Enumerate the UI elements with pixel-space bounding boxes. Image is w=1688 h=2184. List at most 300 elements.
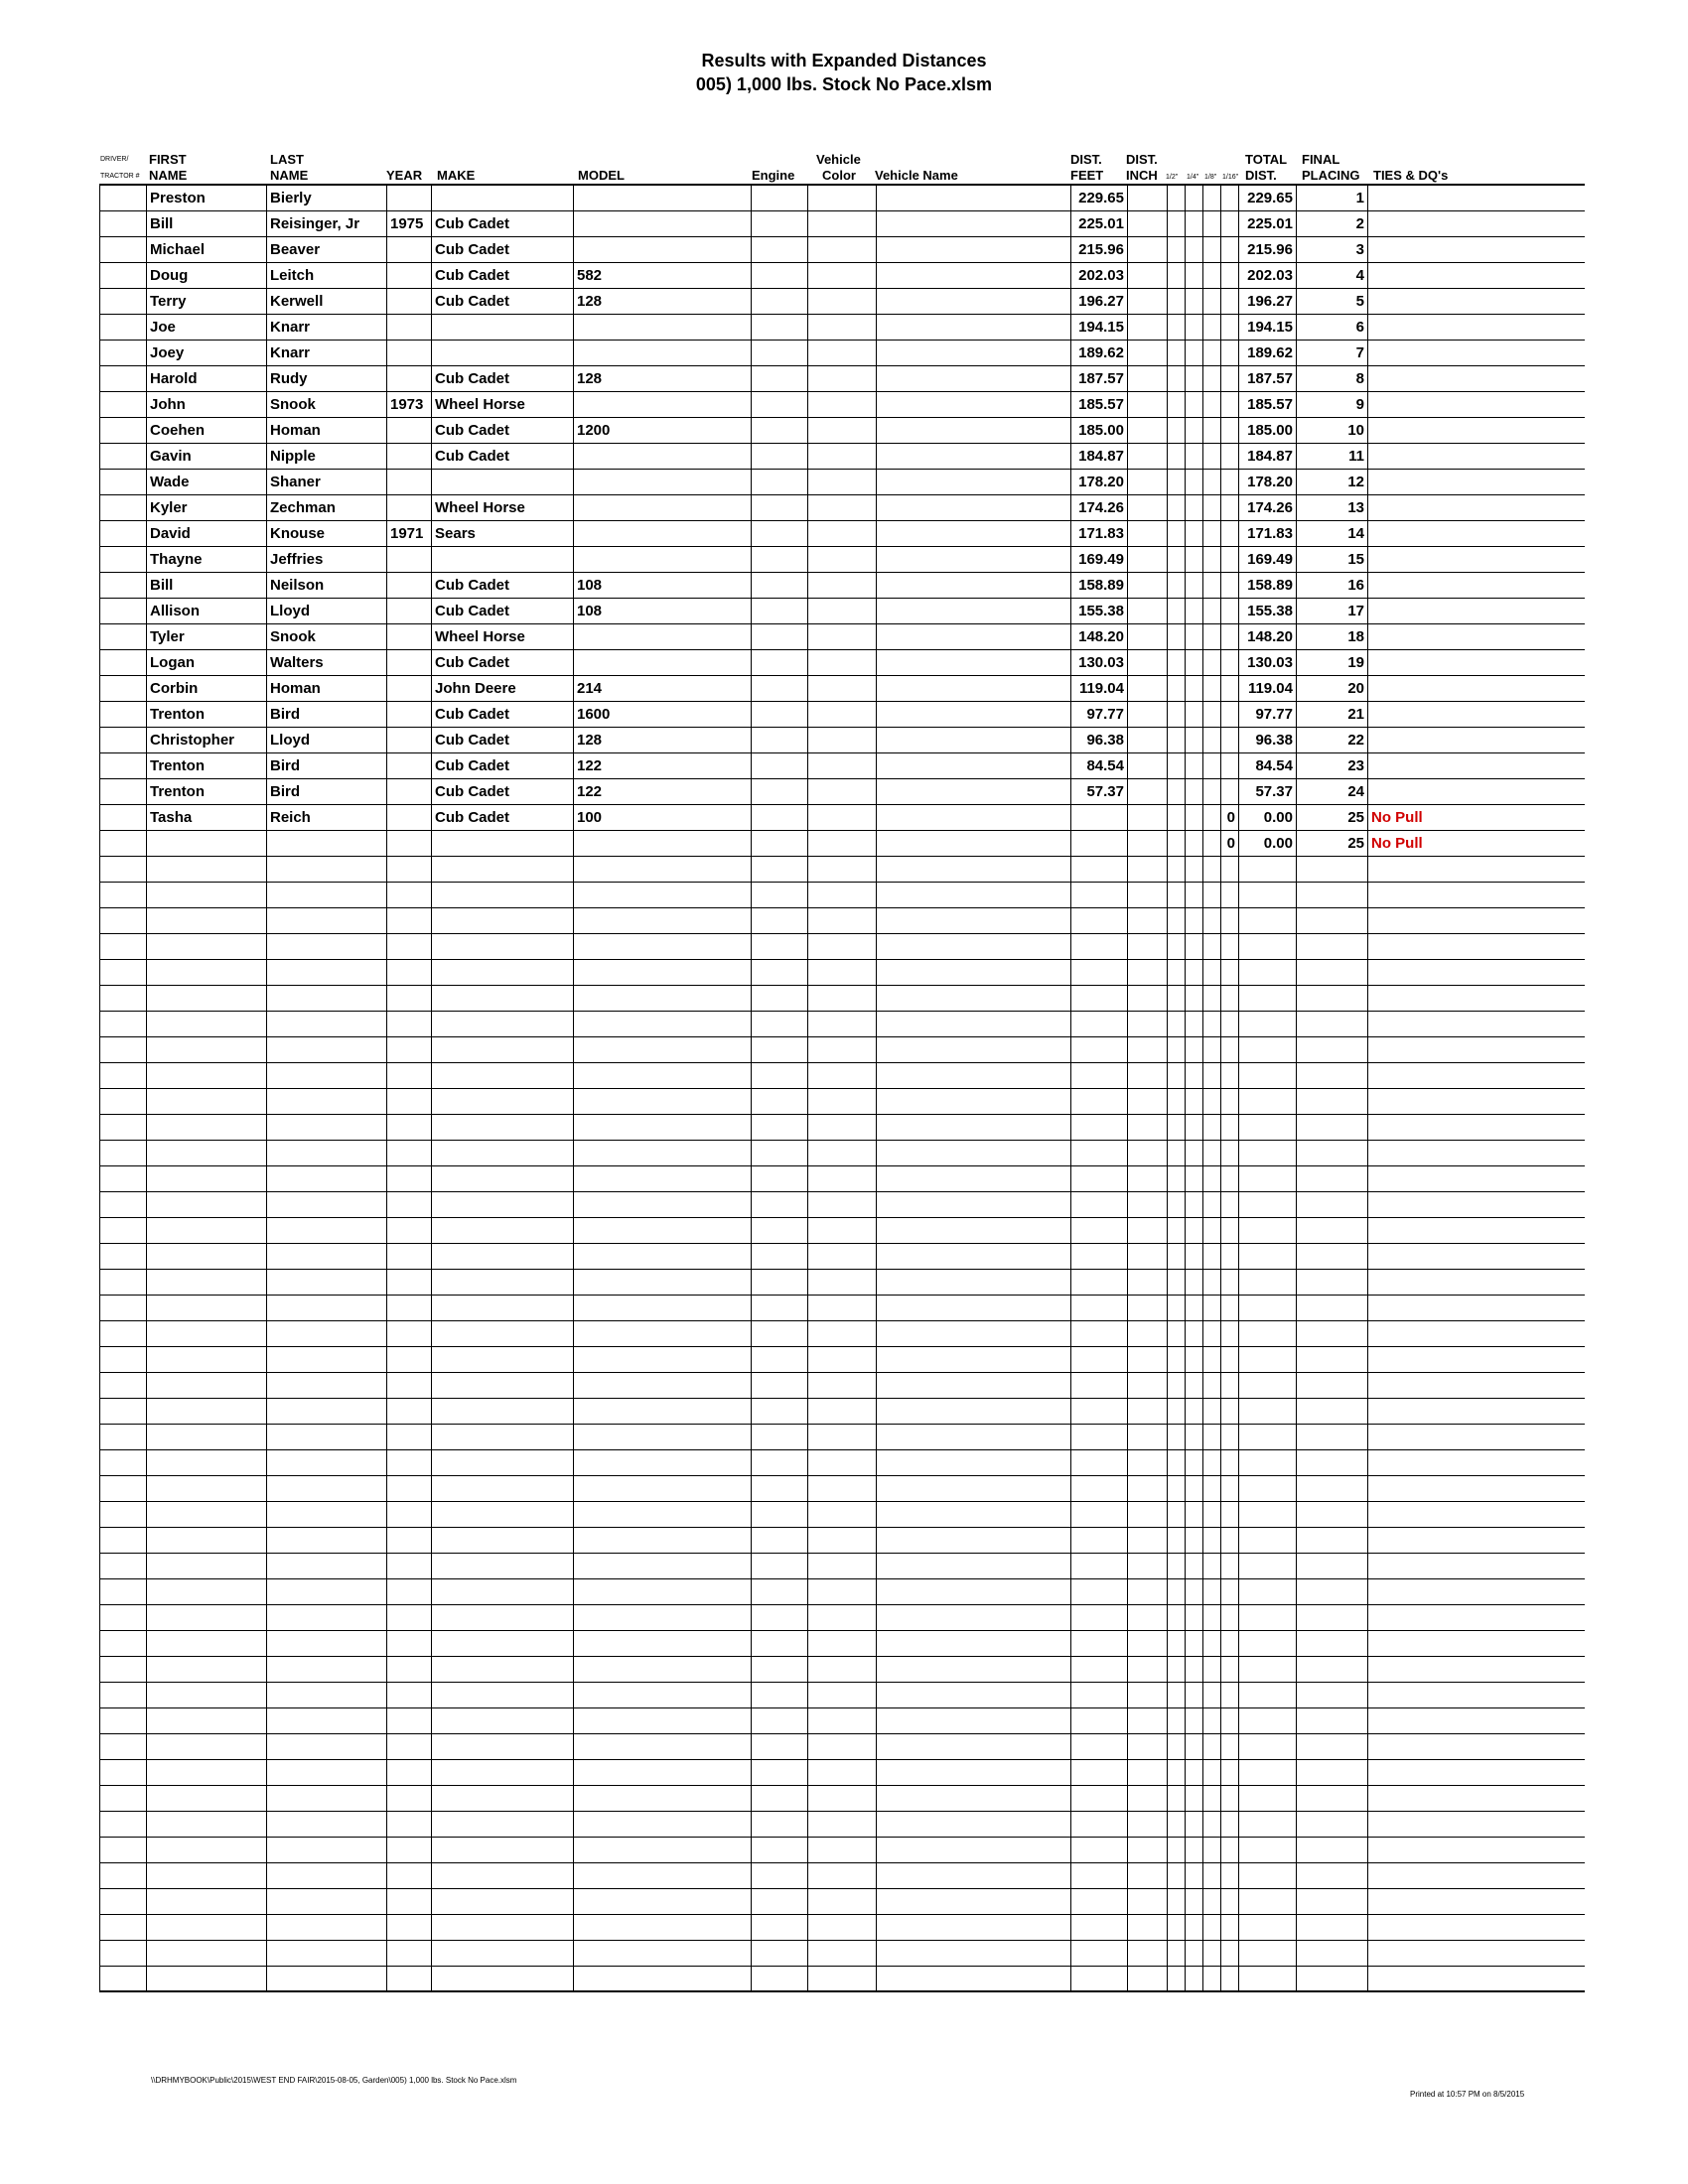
header-frac-quarter: 1/4": [1187, 174, 1199, 181]
year-cell: [387, 1501, 432, 1527]
header-engine: Engine: [752, 168, 795, 183]
driver-tractor-cell: [100, 1036, 147, 1062]
total-dist-cell: 174.26: [1239, 494, 1297, 520]
ties-dqs-cell: [1368, 340, 1585, 365]
final-placing-cell: 19: [1297, 649, 1368, 675]
frac-quarter-cell: [1186, 1707, 1203, 1733]
frac-quarter-cell: [1186, 288, 1203, 314]
first-name-cell: Logan: [147, 649, 267, 675]
results-table: [99, 184, 1585, 1992]
year-cell: [387, 1682, 432, 1707]
frac-half-cell: [1168, 701, 1186, 727]
engine-cell: [752, 1269, 808, 1295]
vehicle-name-cell: [877, 314, 1071, 340]
make-cell: [432, 1475, 574, 1501]
total-dist-cell: [1239, 1449, 1297, 1475]
frac-eighth-cell: [1203, 933, 1221, 959]
final-placing-cell: 2: [1297, 210, 1368, 236]
engine-cell: [752, 649, 808, 675]
model-cell: [574, 391, 752, 417]
total-dist-cell: 0.00: [1239, 804, 1297, 830]
last-name-cell: [267, 1140, 387, 1165]
ties-dqs-cell: [1368, 1114, 1585, 1140]
driver-tractor-cell: [100, 701, 147, 727]
last-name-cell: Walters: [267, 649, 387, 675]
frac-sixteenth-cell: [1221, 1243, 1239, 1269]
frac-half-cell: [1168, 727, 1186, 752]
total-dist-cell: [1239, 1630, 1297, 1656]
driver-tractor-cell: [100, 1914, 147, 1940]
table-row: [100, 288, 1585, 314]
frac-half-cell: [1168, 1295, 1186, 1320]
last-name-cell: [267, 1449, 387, 1475]
frac-sixteenth-cell: [1221, 856, 1239, 882]
table-row: [100, 1527, 1585, 1553]
engine-cell: [752, 1243, 808, 1269]
ties-dqs-cell: [1368, 778, 1585, 804]
dist-feet-cell: [1071, 1475, 1128, 1501]
model-cell: [574, 623, 752, 649]
dist-inch-cell: [1128, 1604, 1168, 1630]
vehicle-name-cell: [877, 1295, 1071, 1320]
frac-quarter-cell: [1186, 185, 1203, 210]
vehicle-name-cell: [877, 1320, 1071, 1346]
vehicle-color-cell: [808, 727, 877, 752]
frac-eighth-cell: [1203, 830, 1221, 856]
make-cell: [432, 1578, 574, 1604]
dist-inch-cell: [1128, 1036, 1168, 1062]
dist-feet-cell: [1071, 1553, 1128, 1578]
vehicle-color-cell: [808, 1062, 877, 1088]
total-dist-cell: 185.57: [1239, 391, 1297, 417]
frac-half-cell: [1168, 623, 1186, 649]
final-placing-cell: [1297, 1398, 1368, 1424]
frac-quarter-cell: [1186, 1114, 1203, 1140]
driver-tractor-cell: [100, 1682, 147, 1707]
engine-cell: [752, 236, 808, 262]
total-dist-cell: [1239, 1914, 1297, 1940]
year-cell: [387, 236, 432, 262]
first-name-cell: [147, 1811, 267, 1837]
final-placing-cell: [1297, 1217, 1368, 1243]
driver-tractor-cell: [100, 1501, 147, 1527]
engine-cell: [752, 830, 808, 856]
dist-feet-cell: [1071, 959, 1128, 985]
driver-tractor-cell: [100, 288, 147, 314]
engine-cell: [752, 1966, 808, 1991]
model-cell: [574, 1398, 752, 1424]
table-row: [100, 1062, 1585, 1088]
frac-sixteenth-cell: [1221, 1759, 1239, 1785]
ties-dqs-cell: [1368, 1578, 1585, 1604]
first-name-cell: Kyler: [147, 494, 267, 520]
make-cell: Cub Cadet: [432, 778, 574, 804]
engine-cell: [752, 804, 808, 830]
frac-eighth-cell: [1203, 210, 1221, 236]
vehicle-name-cell: [877, 1036, 1071, 1062]
make-cell: Cub Cadet: [432, 443, 574, 469]
frac-sixteenth-cell: [1221, 1630, 1239, 1656]
dist-feet-cell: 96.38: [1071, 727, 1128, 752]
final-placing-cell: [1297, 1940, 1368, 1966]
engine-cell: [752, 1217, 808, 1243]
model-cell: 1200: [574, 417, 752, 443]
dist-feet-cell: 196.27: [1071, 288, 1128, 314]
frac-quarter-cell: [1186, 1578, 1203, 1604]
final-placing-cell: 25: [1297, 830, 1368, 856]
frac-eighth-cell: [1203, 1553, 1221, 1578]
year-cell: [387, 494, 432, 520]
last-name-cell: Homan: [267, 675, 387, 701]
dist-inch-cell: [1128, 1346, 1168, 1372]
year-cell: [387, 701, 432, 727]
last-name-cell: [267, 830, 387, 856]
dist-feet-cell: [1071, 1656, 1128, 1682]
vehicle-color-cell: [808, 288, 877, 314]
table-row: [100, 391, 1585, 417]
dist-feet-cell: [1071, 1011, 1128, 1036]
final-placing-cell: 25: [1297, 804, 1368, 830]
last-name-cell: Reich: [267, 804, 387, 830]
engine-cell: [752, 546, 808, 572]
frac-sixteenth-cell: [1221, 236, 1239, 262]
year-cell: [387, 1449, 432, 1475]
frac-sixteenth-cell: [1221, 959, 1239, 985]
total-dist-cell: [1239, 933, 1297, 959]
ties-dqs-cell: [1368, 1475, 1585, 1501]
table-row: [100, 1449, 1585, 1475]
ties-dqs-cell: [1368, 623, 1585, 649]
final-placing-cell: [1297, 985, 1368, 1011]
dist-feet-cell: [1071, 1733, 1128, 1759]
frac-eighth-cell: [1203, 546, 1221, 572]
table-row: [100, 778, 1585, 804]
frac-sixteenth-cell: [1221, 1295, 1239, 1320]
table-row: [100, 1578, 1585, 1604]
model-cell: [574, 1269, 752, 1295]
make-cell: [432, 1630, 574, 1656]
frac-quarter-cell: [1186, 1449, 1203, 1475]
driver-tractor-cell: [100, 391, 147, 417]
year-cell: [387, 262, 432, 288]
frac-half-cell: [1168, 1475, 1186, 1501]
dist-inch-cell: [1128, 1733, 1168, 1759]
frac-sixteenth-cell: [1221, 1269, 1239, 1295]
vehicle-name-cell: [877, 572, 1071, 598]
ties-dqs-cell: [1368, 1449, 1585, 1475]
vehicle-color-cell: [808, 1165, 877, 1191]
frac-half-cell: [1168, 1320, 1186, 1346]
dist-feet-cell: [1071, 1424, 1128, 1449]
ties-dqs-cell: [1368, 933, 1585, 959]
first-name-cell: Michael: [147, 236, 267, 262]
model-cell: 100: [574, 804, 752, 830]
total-dist-cell: 225.01: [1239, 210, 1297, 236]
engine-cell: [752, 1940, 808, 1966]
dist-feet-cell: 174.26: [1071, 494, 1128, 520]
frac-half-cell: [1168, 314, 1186, 340]
final-placing-cell: [1297, 1088, 1368, 1114]
ties-dqs-cell: [1368, 314, 1585, 340]
dist-feet-cell: [1071, 1966, 1128, 1991]
vehicle-name-cell: [877, 1630, 1071, 1656]
frac-quarter-cell: [1186, 675, 1203, 701]
frac-sixteenth-cell: [1221, 1733, 1239, 1759]
last-name-cell: Knarr: [267, 314, 387, 340]
total-dist-cell: [1239, 1888, 1297, 1914]
driver-tractor-cell: [100, 1862, 147, 1888]
vehicle-color-cell: [808, 1501, 877, 1527]
last-name-cell: [267, 1088, 387, 1114]
model-cell: [574, 1682, 752, 1707]
frac-eighth-cell: [1203, 1888, 1221, 1914]
total-dist-cell: [1239, 1785, 1297, 1811]
first-name-cell: [147, 1449, 267, 1475]
frac-eighth-cell: [1203, 417, 1221, 443]
final-placing-cell: [1297, 1114, 1368, 1140]
driver-tractor-cell: [100, 1372, 147, 1398]
table-row: [100, 185, 1585, 210]
frac-half-cell: [1168, 1759, 1186, 1785]
vehicle-name-cell: [877, 1785, 1071, 1811]
make-cell: Cub Cadet: [432, 210, 574, 236]
vehicle-name-cell: [877, 1243, 1071, 1269]
total-dist-cell: 148.20: [1239, 623, 1297, 649]
model-cell: [574, 1114, 752, 1140]
driver-tractor-cell: [100, 959, 147, 985]
vehicle-color-cell: [808, 598, 877, 623]
frac-eighth-cell: [1203, 1036, 1221, 1062]
model-cell: [574, 340, 752, 365]
vehicle-color-cell: [808, 933, 877, 959]
vehicle-color-cell: [808, 443, 877, 469]
engine-cell: [752, 856, 808, 882]
table-row: [100, 1888, 1585, 1914]
vehicle-name-cell: [877, 1449, 1071, 1475]
dist-feet-cell: [1071, 1862, 1128, 1888]
dist-inch-cell: [1128, 1114, 1168, 1140]
driver-tractor-cell: [100, 1707, 147, 1733]
ties-dqs-cell: [1368, 262, 1585, 288]
driver-tractor-cell: [100, 1966, 147, 1991]
model-cell: 128: [574, 727, 752, 752]
frac-half-cell: [1168, 1501, 1186, 1527]
vehicle-color-cell: [808, 1553, 877, 1578]
vehicle-name-cell: [877, 1424, 1071, 1449]
frac-quarter-cell: [1186, 882, 1203, 907]
vehicle-color-cell: [808, 1243, 877, 1269]
driver-tractor-cell: [100, 804, 147, 830]
model-cell: [574, 1785, 752, 1811]
last-name-cell: [267, 1346, 387, 1372]
first-name-cell: [147, 1837, 267, 1862]
table-row: [100, 1811, 1585, 1837]
dist-inch-cell: [1128, 1165, 1168, 1191]
driver-tractor-cell: [100, 1811, 147, 1837]
model-cell: [574, 907, 752, 933]
last-name-cell: Lloyd: [267, 598, 387, 623]
last-name-cell: Shaner: [267, 469, 387, 494]
vehicle-color-cell: [808, 1449, 877, 1475]
frac-sixteenth-cell: [1221, 1888, 1239, 1914]
engine-cell: [752, 1424, 808, 1449]
vehicle-name-cell: [877, 1837, 1071, 1862]
make-cell: Cub Cadet: [432, 804, 574, 830]
dist-feet-cell: [1071, 1372, 1128, 1398]
make-cell: [432, 1295, 574, 1320]
header-vehicle-name: Vehicle Name: [875, 168, 958, 183]
table-row: [100, 1217, 1585, 1243]
year-cell: [387, 288, 432, 314]
frac-eighth-cell: [1203, 1527, 1221, 1553]
dist-inch-cell: [1128, 1656, 1168, 1682]
final-placing-cell: [1297, 1604, 1368, 1630]
frac-half-cell: [1168, 598, 1186, 623]
dist-inch-cell: [1128, 1811, 1168, 1837]
first-name-cell: Coehen: [147, 417, 267, 443]
model-cell: [574, 1320, 752, 1346]
ties-dqs-cell: [1368, 1191, 1585, 1217]
frac-half-cell: [1168, 210, 1186, 236]
model-cell: [574, 469, 752, 494]
total-dist-cell: [1239, 1604, 1297, 1630]
frac-eighth-cell: [1203, 1320, 1221, 1346]
model-cell: [574, 236, 752, 262]
make-cell: Cub Cadet: [432, 572, 574, 598]
model-cell: [574, 1604, 752, 1630]
vehicle-color-cell: [808, 752, 877, 778]
final-placing-cell: [1297, 1191, 1368, 1217]
make-cell: Cub Cadet: [432, 288, 574, 314]
make-cell: [432, 1888, 574, 1914]
first-name-cell: [147, 1785, 267, 1811]
ties-dqs-cell: [1368, 752, 1585, 778]
vehicle-color-cell: [808, 1888, 877, 1914]
frac-sixteenth-cell: [1221, 907, 1239, 933]
frac-quarter-cell: [1186, 1424, 1203, 1449]
frac-eighth-cell: [1203, 1424, 1221, 1449]
frac-quarter-cell: [1186, 1682, 1203, 1707]
dist-feet-cell: [1071, 1346, 1128, 1372]
vehicle-name-cell: [877, 1011, 1071, 1036]
engine-cell: [752, 1449, 808, 1475]
first-name-cell: [147, 1475, 267, 1501]
vehicle-name-cell: [877, 1140, 1071, 1165]
engine-cell: [752, 623, 808, 649]
driver-tractor-cell: [100, 1165, 147, 1191]
engine-cell: [752, 572, 808, 598]
total-dist-cell: 97.77: [1239, 701, 1297, 727]
engine-cell: [752, 727, 808, 752]
dist-inch-cell: [1128, 1837, 1168, 1862]
frac-eighth-cell: [1203, 1372, 1221, 1398]
header-first-line2: NAME: [149, 168, 188, 183]
year-cell: [387, 1656, 432, 1682]
driver-tractor-cell: [100, 1527, 147, 1553]
vehicle-color-cell: [808, 340, 877, 365]
first-name-cell: Allison: [147, 598, 267, 623]
total-dist-cell: [1239, 1656, 1297, 1682]
make-cell: Cub Cadet: [432, 752, 574, 778]
frac-quarter-cell: [1186, 933, 1203, 959]
frac-quarter-cell: [1186, 1837, 1203, 1862]
total-dist-cell: [1239, 1966, 1297, 1991]
frac-half-cell: [1168, 985, 1186, 1011]
ties-dqs-cell: [1368, 288, 1585, 314]
dist-inch-cell: [1128, 778, 1168, 804]
last-name-cell: [267, 1888, 387, 1914]
frac-half-cell: [1168, 1346, 1186, 1372]
vehicle-color-cell: [808, 236, 877, 262]
frac-eighth-cell: [1203, 1269, 1221, 1295]
table-row: [100, 856, 1585, 882]
vehicle-color-cell: [808, 1578, 877, 1604]
vehicle-name-cell: [877, 1862, 1071, 1888]
ties-dqs-cell: [1368, 1733, 1585, 1759]
dist-inch-cell: [1128, 1372, 1168, 1398]
make-cell: [432, 1140, 574, 1165]
year-cell: [387, 727, 432, 752]
vehicle-name-cell: [877, 365, 1071, 391]
year-cell: [387, 1191, 432, 1217]
header-dist-inch-line1: DIST.: [1126, 152, 1158, 167]
ties-dqs-cell: [1368, 907, 1585, 933]
engine-cell: [752, 391, 808, 417]
engine-cell: [752, 1837, 808, 1862]
engine-cell: [752, 933, 808, 959]
dist-feet-cell: [1071, 1630, 1128, 1656]
year-cell: [387, 546, 432, 572]
vehicle-name-cell: [877, 1604, 1071, 1630]
ties-dqs-cell: [1368, 1398, 1585, 1424]
header-dist-feet-line2: FEET: [1070, 168, 1104, 183]
dist-feet-cell: [1071, 1036, 1128, 1062]
frac-half-cell: [1168, 340, 1186, 365]
driver-tractor-cell: [100, 830, 147, 856]
frac-half-cell: [1168, 417, 1186, 443]
page-title: Results with Expanded Distances: [701, 51, 987, 70]
last-name-cell: [267, 1011, 387, 1036]
make-cell: [432, 546, 574, 572]
dist-inch-cell: [1128, 1320, 1168, 1346]
make-cell: [432, 1320, 574, 1346]
frac-sixteenth-cell: [1221, 701, 1239, 727]
driver-tractor-cell: [100, 1346, 147, 1372]
ties-dqs-cell: [1368, 1785, 1585, 1811]
vehicle-name-cell: [877, 469, 1071, 494]
ties-dqs-cell: [1368, 1424, 1585, 1449]
make-cell: [432, 1088, 574, 1114]
driver-tractor-cell: [100, 1243, 147, 1269]
vehicle-name-cell: [877, 1217, 1071, 1243]
model-cell: [574, 1914, 752, 1940]
total-dist-cell: 155.38: [1239, 598, 1297, 623]
vehicle-color-cell: [808, 804, 877, 830]
first-name-cell: Christopher: [147, 727, 267, 752]
footer-file-path: \\DRHMYBOOK\Public\2015\WEST END FAIR\2015-08-05, Garden\005) 1,000 lbs. Stock No Pace.xlsm: [151, 2076, 517, 2085]
make-cell: [432, 1707, 574, 1733]
driver-tractor-cell: [100, 1837, 147, 1862]
table-row: [100, 546, 1585, 572]
driver-tractor-cell: [100, 443, 147, 469]
header-total-line2: DIST.: [1245, 168, 1277, 183]
frac-quarter-cell: [1186, 443, 1203, 469]
vehicle-name-cell: [877, 1811, 1071, 1837]
engine-cell: [752, 985, 808, 1011]
engine-cell: [752, 701, 808, 727]
last-name-cell: [267, 985, 387, 1011]
frac-half-cell: [1168, 1682, 1186, 1707]
